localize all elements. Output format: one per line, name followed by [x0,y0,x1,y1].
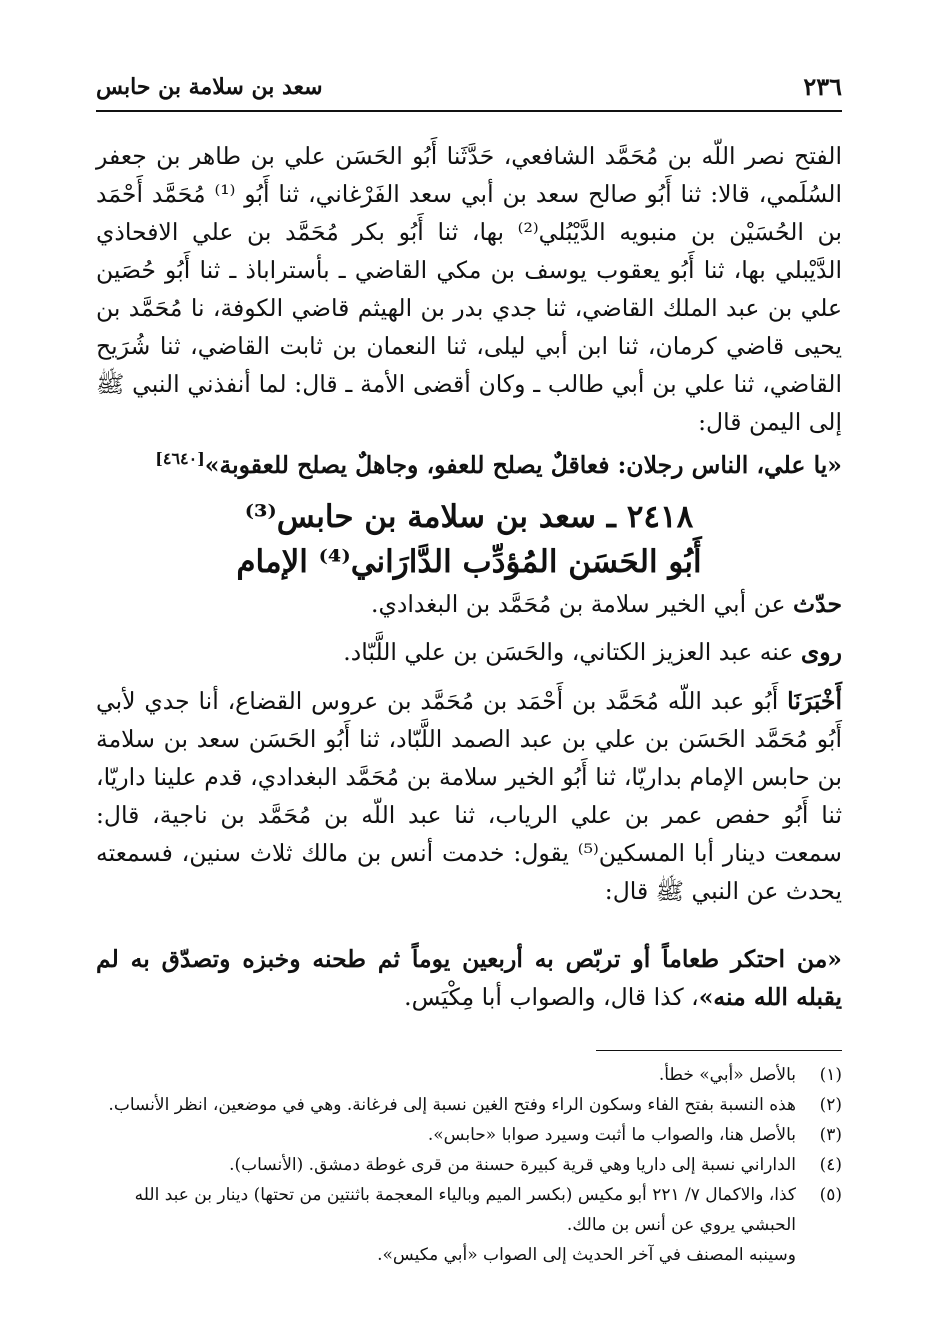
hadith-quote [96,446,842,484]
page-header [96,72,842,106]
narrated-from-paragraph [96,585,842,623]
footnote-number: (٣) [819,1125,842,1145]
footnote-continuation: وسينبه المصنف في آخر الحديث إلى الصواب «أبي مكيس». [377,1245,796,1265]
footnote-text: الداراني نسبة إلى داريا وهي قرية كبيرة حسنة من قرى غوطة دمشق. (الأنساب). [229,1155,796,1175]
narrated-by-paragraph [96,633,842,671]
entry-title: ٢٤١٨ ـ سعد بن سلامة بن حابس⁽³⁾ [244,499,694,535]
narrated-lead: حدّث [793,590,842,618]
running-head: سعد بن سلامة بن حابس [96,74,323,100]
chain-lead: أَخْبَرَنَا [787,687,842,715]
footnote-rule [596,1050,842,1051]
footnote [96,1150,842,1180]
footnote-text: هذه النسبة بفتح الفاء وسكون الراء وفتح الغين نسبة إلى فرغانة. وهي في موضعين، انظر الأنساب. [108,1095,796,1115]
isnad-paragraph: الفتح نصر اللّه بن مُحَمَّد الشافعي، حَدَّثَنا أَبُو الحَسَن علي بن طاهر بن جعفر السُلَمي، قالا: ثنا أَبُو صالح سعد بن أبي سعد الفَرْغاني، ثنا أَبُو ⁽¹⁾ مُحَمَّد أَحْمَد بن الحُسَيْن بن منبويه الدَّيْبُلي⁽²⁾ بها، ثنا أَبُو بكر مُحَمَّد بن علي الافحاذي الدَّيْبلي بها، ثنا أَبُو يعقوب يوسف بن مكي القاضي ـ بأستراباذ ـ ثنا أَبُو حُصَين علي بن عبد الملك القاضي، ثنا جدي بدر بن الهيثم قاضي الكوفة، نا مُحَمَّد بن يحيى قاضي كرمان، ثنا ابن أبي ليلى، ثنا النعمان بن ثابت القاضي، ثنا شُرَيح القاضي، ثنا علي بن أبي طالب ـ وكان أقضى الأمة ـ قال: لما أنفذني النبي ﷺ إلى اليمن قال: [96,142,842,436]
footnote [96,1060,842,1090]
footnotes [96,1060,842,1270]
chain-text: أَبُو عبد اللّه مُحَمَّد بن أَحْمَد بن مُحَمَّد بن عروس القضاع، أنا جدي لأبي أَبُو مُحَمَّد الحَسَن بن علي بن عبد الصمد اللَّبّاد، ثنا أَبُو الحَسَن سعد بن سلامة بن حابس الإمام بداريّا، ثنا أَبُو الخير سلامة بن مُحَمَّد البغدادي، قدم علينا داريّا، ثنا أَبُو حفص عمر بن علي الرياب، ثنا عبد اللّه بن مُحَمَّد بن ناجية، قال: سمعت دينار أبا المسكين⁽⁵⁾ يقول: خدمت أنس بن مالك ثلاث سنين، فسمعته يحدث عن النبي ﷺ قال: [96,687,843,905]
narrated-text: عن أبي الخير سلامة بن مُحَمَّد بن البغدادي. [370,590,786,618]
footnote-number: (١) [819,1065,842,1085]
entry-subtitle: أَبُو الحَسَن المُؤدِّب الدَّارَاني⁽⁴⁾ الإمام [236,544,702,580]
footnote-number: (٢) [819,1095,842,1115]
footnote-number: (٥) [819,1185,842,1205]
second-hadith-text: «من احتكر طعاماً أو تربّص به أربعين يوماً ثم طحنه وخبزه وتصدّق به لم يقبله الله منه» [96,945,842,1011]
footnote [96,1090,842,1120]
chain-paragraph [96,682,842,910]
narrated-by-lead: روى [800,638,842,666]
second-hadith [96,940,842,1016]
footnote-text: كذا، والاكمال ٧/ ٢٢١ أبو مكيس (بكسر الميم وبالياء المعجمة باثنتين من تحتها) دينار بن عبد الله الحبشي يروي عن أنس بن مالك. [134,1185,796,1235]
footnote [96,1120,842,1150]
footnote-text: بالأصل «أبي» خطأ. [658,1065,796,1085]
page-number: ٢٣٦ [803,72,842,101]
hadith-text: «يا علي، الناس رجلان: فعاقلٌ يصلح للعفو، وجاهلٌ يصلح للعقوبة» [204,451,842,479]
narrated-by-text: عنه عبد العزيز الكتاني، والحَسَن بن علي اللَّبّاد. [343,638,794,666]
second-hadith-tail: ، كذا قال، والصواب أبا مِكْيَس. [404,983,699,1011]
footnote [96,1180,842,1240]
hadith-reference: [٤٦٤٠] [155,449,205,469]
footnote-number: (٤) [819,1155,842,1175]
header-rule [96,110,842,112]
footnote-text: بالأصل هنا، والصواب ما أثبت وسيرد صوابا «حابس». [427,1125,796,1145]
